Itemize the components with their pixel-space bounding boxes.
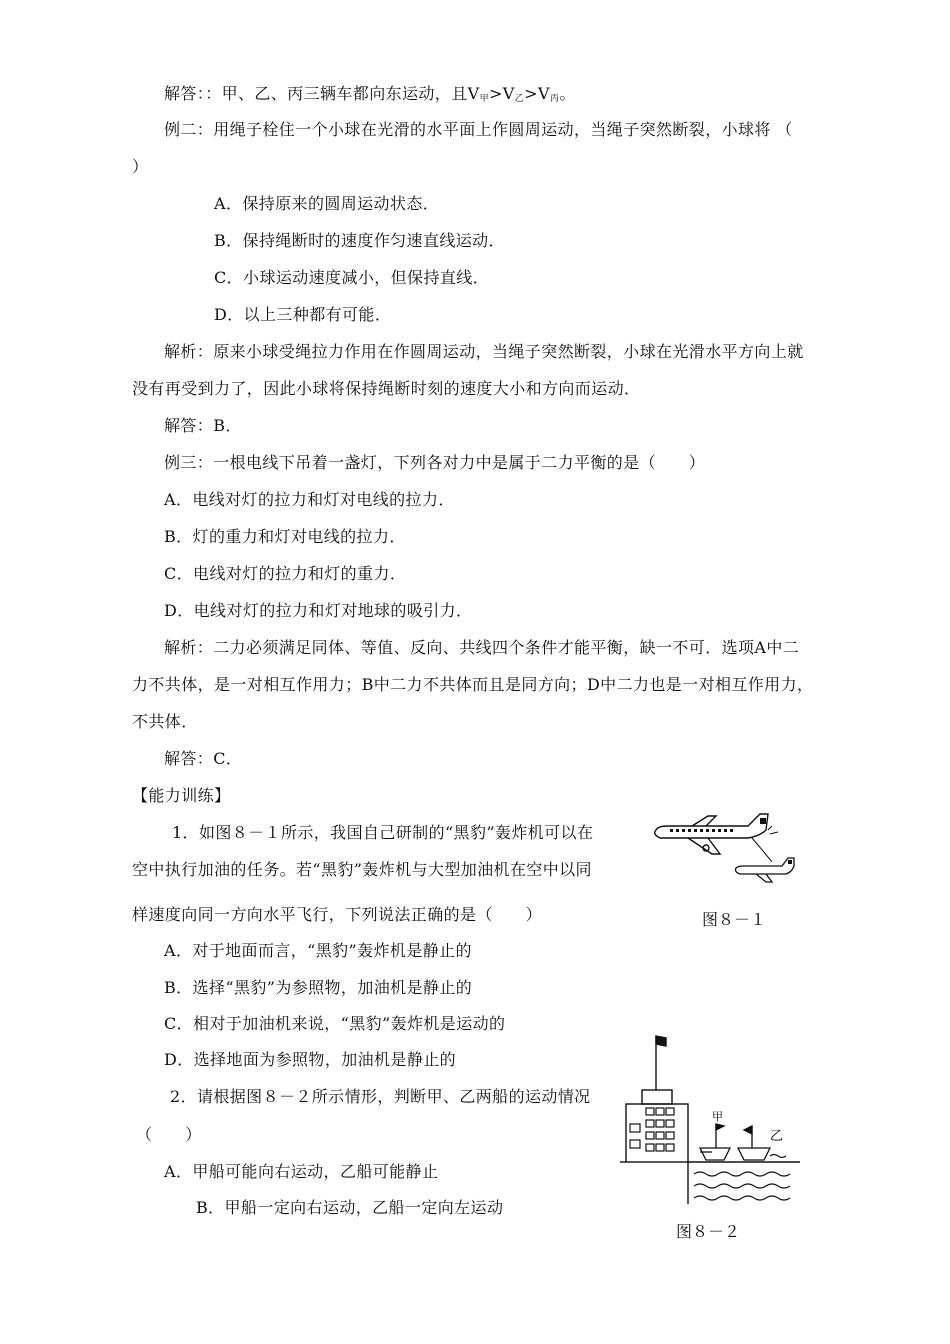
example2-option-a: A．保持原来的圆周运动状态． (214, 194, 440, 213)
example3-question: 例三：一根电线下吊着一盏灯，下列各对力中是属于二力平衡的是（ ） (164, 453, 706, 472)
boat-jia-label: 甲 (712, 1110, 723, 1123)
figure-8-1-airplanes (648, 808, 798, 888)
figure-8-2-building-boats (620, 1028, 800, 1208)
example3-option-a: A．电线对灯的拉力和灯对电线的拉力． (164, 490, 455, 509)
example3-analysis-line2: 力不共体，是一对相互作用力；B中二力不共体而且是同方向；D中二力也是一对相互作用力， (132, 675, 814, 694)
example3-analysis-line3: 不共体． (132, 712, 198, 731)
example2-analysis-line1: 解析：原来小球受绳拉力作用在作圆周运动，当绳子突然断裂，小球在光滑水平方向上就 (164, 342, 804, 361)
example2-option-c: C．小球运动速度减小，但保持直线． (214, 268, 490, 287)
q2-line1: 2．请根据图８－２所示情形，判断甲、乙两船的运动情况 (170, 1087, 591, 1106)
answer-text: >V (488, 84, 515, 103)
subscript-yi: 乙 (514, 94, 525, 104)
answer-text: 解答：：甲、乙、丙三辆车都向东运动，且V (164, 84, 480, 103)
example2-question-line2: ） (132, 157, 149, 176)
example2-option-d: D．以上三种都有可能． (214, 305, 392, 324)
q1-option-d: D．选择地面为参照物，加油机是静止的 (164, 1050, 457, 1069)
example3-option-c: C．电线对灯的拉力和灯的重力． (164, 564, 407, 583)
example3-answer: 解答：C． (164, 749, 243, 768)
q2-line2: （ ） (136, 1125, 202, 1144)
example2-option-b: B．保持绳断时的速度作匀速直线运动． (214, 231, 505, 250)
boat-yi-label: 乙 (770, 1129, 784, 1144)
subscript-jia: 甲 (479, 94, 489, 104)
example2-answer: 解答：B． (164, 416, 242, 435)
q1-option-c: C．相对于加油机来说，“黑豹”轰炸机是运动的 (164, 1014, 506, 1033)
q2-option-b: B．甲船一定向右运动，乙船一定向左运动 (196, 1198, 504, 1217)
subscript-bing: 丙 (549, 94, 560, 104)
answer-line-example1 (164, 84, 576, 109)
q1-option-b: B．选择“黑豹”为参照物，加油机是静止的 (164, 978, 473, 997)
answer-text: 。 (559, 84, 576, 103)
example3-option-d: D．电线对灯的拉力和灯对地球的吸引力． (164, 601, 473, 620)
figure-8-1-caption: 图８－１ (702, 910, 767, 929)
example3-analysis-line1: 解析：二力必须满足同体、等值、反向、共线四个条件才能平衡，缺一不可．选项A中二 (164, 638, 800, 657)
example3-option-b: B．灯的重力和灯对电线的拉力． (164, 527, 406, 546)
figure-8-2-caption: 图８－２ (676, 1222, 741, 1241)
q1-line3: 样速度向同一方向水平飞行，下列说法正确的是（ ） (132, 905, 543, 924)
q1-option-a: A．对于地面而言，“黑豹”轰炸机是静止的 (164, 941, 472, 960)
answer-text: >V (524, 84, 550, 103)
section-heading: 【能力训练】 (132, 786, 231, 805)
q1-line2: 空中执行加油的任务。若“黑豹”轰炸机与大型加油机在空中以同 (132, 860, 592, 879)
example2-question-line1: 例二：用绳子栓住一个小球在光滑的水平面上作圆周运动，当绳子突然断裂，小球将 （ (164, 120, 793, 139)
q2-option-a: A．甲船可能向右运动，乙船可能静止 (164, 1162, 439, 1181)
example2-analysis-line2: 没有再受到力了，因此小球将保持绳断时刻的速度大小和方向而运动． (132, 379, 641, 398)
q1-line1: 1．如图８－１所示，我国自己研制的“黑豹”轰炸机可以在 (172, 823, 594, 842)
